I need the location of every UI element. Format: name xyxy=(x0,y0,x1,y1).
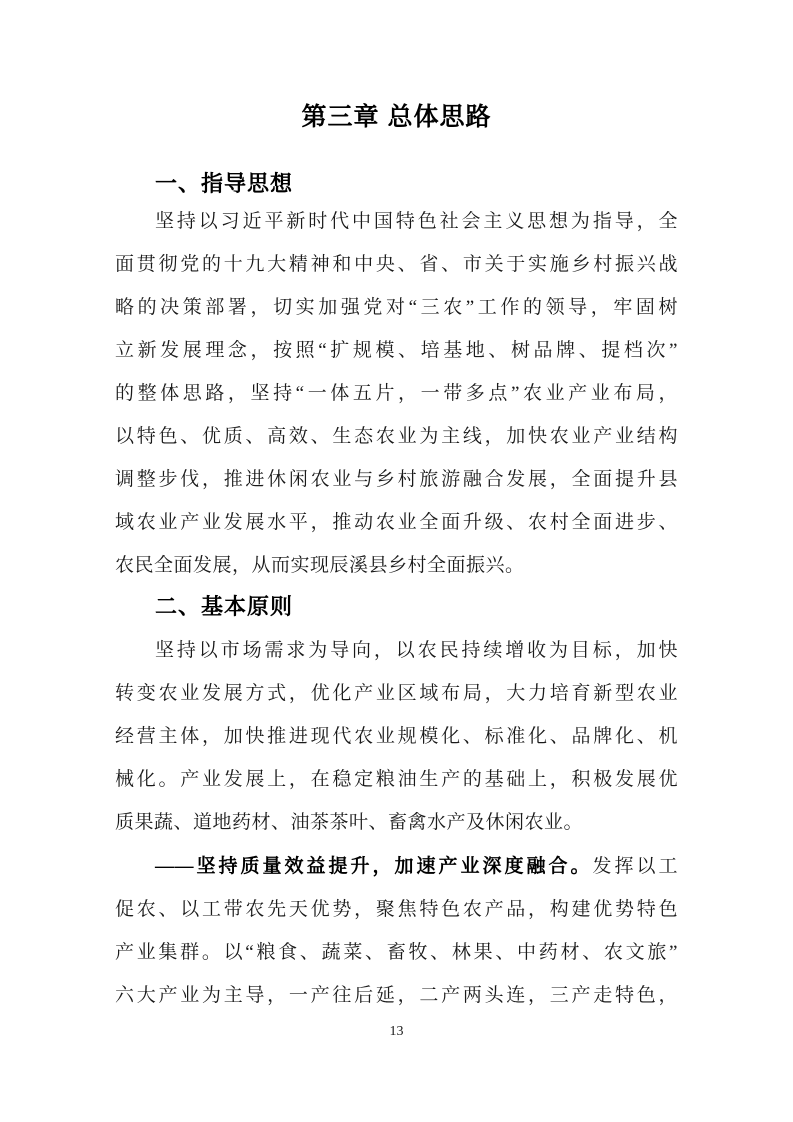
text-line: 立新发展理念，按照“扩规模、培基地、树品牌、提档次” xyxy=(115,340,678,361)
text-line: 产业集群。以“粮食、蔬菜、畜牧、林果、中药材、农文旅” xyxy=(115,942,678,963)
section-heading-guiding-ideology: 一、指导思想 xyxy=(155,171,294,196)
text-line: 坚持以习近平新时代中国特色社会主义思想为指导，全 xyxy=(155,211,678,232)
text-line: 略的决策部署，切实加强党对“三农”工作的领导，牢固树 xyxy=(115,297,678,318)
text-line: 面贯彻党的十九大精神和中央、省、市关于实施乡村振兴战 xyxy=(115,254,678,275)
text-line: 质果蔬、道地药材、油茶茶叶、畜禽水产及休闲农业。 xyxy=(115,812,584,833)
bold-lead-text: ——坚持质量效益提升，加速产业深度融合。 xyxy=(155,856,593,877)
text-line: 坚持以市场需求为导向，以农民持续增收为目标，加快 xyxy=(155,640,678,661)
text-line: 六大产业为主导，一产往后延，二产两头连，三产走特色， xyxy=(115,985,678,1006)
text-line xyxy=(115,845,678,888)
text-line: 械化。产业发展上，在稳定粮油生产的基础上，积极发展优 xyxy=(115,769,678,790)
text-line: 经营主体，加快推进现代农业规模化、标准化、品牌化、机 xyxy=(115,726,678,747)
paragraph-basic-principles xyxy=(115,629,678,844)
text-line: 调整步伐，推进休闲农业与乡村旅游融合发展，全面提升县 xyxy=(115,469,678,490)
text-line: 以特色、优质、高效、生态农业为主线，加快农业产业结构 xyxy=(115,426,678,447)
chapter-title: 第三章 总体思路 xyxy=(301,103,492,131)
text-line: 转变农业发展方式，优化产业区域布局，大力培育新型农业 xyxy=(115,683,678,704)
text-line: 的整体思路，坚持“一体五片，一带多点”农业产业布局， xyxy=(115,383,678,404)
text-line: 促农、以工带农先天优势，聚焦特色农产品，构建优势特色 xyxy=(115,899,678,920)
text-line: 域农业产业发展水平，推动农业全面升级、农村全面进步、 xyxy=(115,512,678,533)
text-line: 农民全面发展，从而实现辰溪县乡村全面振兴。 xyxy=(115,555,525,576)
paragraph-guiding-ideology xyxy=(115,200,678,587)
paragraph-quality-benefit-integration xyxy=(115,845,678,1017)
section-heading-basic-principles: 二、基本原则 xyxy=(155,594,294,619)
text-run: 发挥以工 xyxy=(592,856,678,877)
page-number: 13 xyxy=(389,1024,404,1039)
